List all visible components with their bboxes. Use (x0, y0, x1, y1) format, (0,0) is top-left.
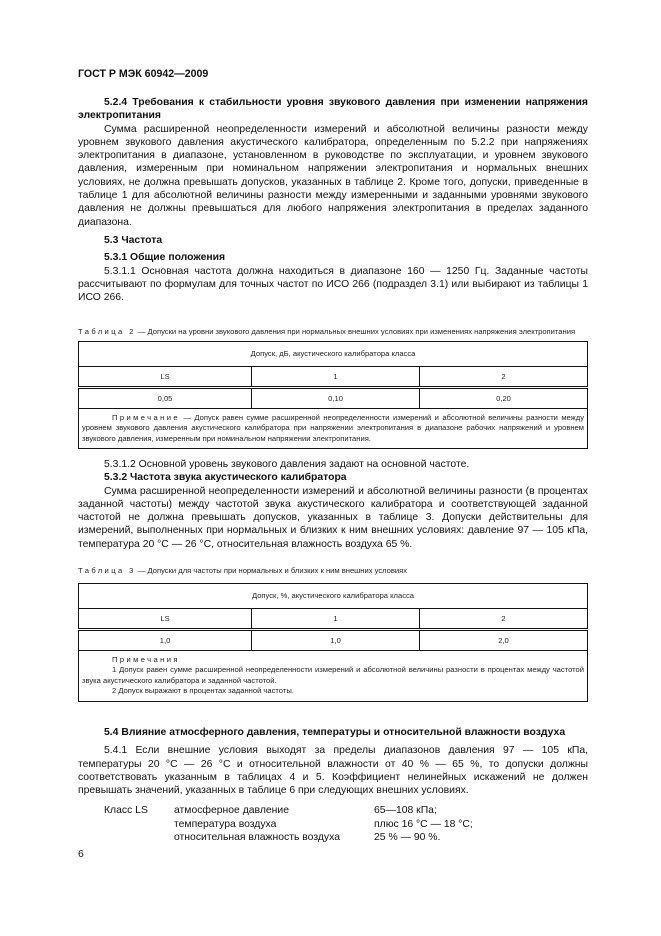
section-5-2-4 (78, 96, 588, 304)
table-caption-text: — Допуски для частоты при нормальных и близких к ним внешних условиях (135, 566, 408, 575)
condition-name: атмосферное давление (174, 805, 290, 817)
note-item: 1 Допуск равен сумме расширенной неопределенности измерений и абсолютной величины разности в процентах между частотой звука акустического калибратора и заданной частотой. (82, 665, 584, 685)
table-2-block (78, 327, 588, 449)
note-item: 2 Допуск выражают в процентах заданной частоты. (112, 686, 294, 696)
section-title: 5.4 Влияние атмосферного давления, температуры и относительной влажности воздуха (104, 727, 566, 738)
condition-value: 65—108 кПа; (374, 805, 437, 817)
condition-name: относительная влажность воздуха (174, 832, 340, 844)
table-cell: 1 (252, 608, 420, 629)
paragraph: Сумма расширенной неопределенности измерений и абсолютной величины разности (в процентах заданной частоты) между частотой звука акустического калибратора и соответствующей заданной частотой не должна превышать допусков, указанных в таблице 3. Допуски действительны для измерений, выполненных при нормальных и близких к ним внешних условиях: давление 97 — 105 кПа, температура 20 °С — 26 °С, относительная влажность воздуха 65 %. (78, 485, 588, 550)
table-caption (78, 327, 588, 338)
note-label: Примечание (112, 412, 180, 422)
table-cell: 1,0 (79, 629, 252, 650)
table-label: Таблица 2 (78, 327, 136, 336)
table-note (79, 408, 588, 449)
table-cell: 1 (252, 366, 420, 387)
class-label: Класс LS (104, 805, 148, 817)
table-cell: LS (79, 608, 252, 629)
paragraph: 5.3.1.2 Основной уровень звукового давления задают на основной частоте. (104, 459, 470, 470)
table-notes (79, 650, 588, 701)
section-title: 5.3.1 Общие положения (104, 252, 226, 264)
conditions-list (78, 804, 588, 844)
section-title: 5.2.4 Требования к стабильности уровня звукового давления при изменении напряжения электропитания (78, 97, 588, 122)
table-header: Допуск, %, акустического калибратора класса (79, 583, 588, 608)
section-5-4 (78, 726, 588, 844)
table-3 (78, 583, 588, 702)
table-2 (78, 341, 588, 450)
section-title: 5.3.2 Частота звука акустического калибратора (104, 472, 347, 484)
paragraph: Сумма расширенной неопределенности измерений и абсолютной величины разности между уровнем звукового давления акустического калибратора, определенным по 5.2.2 при напряжениях электропитания в диапазоне, установленном в руководстве по эксплуатации, и уровнем звукового давления, измеренным при номинальном напряжении электропитания и нормальных внешних условиях, не должна превышать допусков, указанных в таблице 2. Кроме того, допуски, приведенные в таблице 1 для абсолютной величины разности между измеренными и заданными уровнями звукового давления не должны превышаться для любого напряжения электропитания в пределах заданного диапазона. (78, 123, 588, 228)
table-caption (78, 566, 588, 577)
table-cell: 0,20 (420, 387, 588, 408)
condition-value: плюс 16 °С — 18 °С; (374, 818, 473, 830)
document-header: ГОСТ Р МЭК 60942—2009 (78, 68, 209, 80)
section-5-3-2 (78, 458, 588, 551)
notes-label: Примечания (112, 654, 180, 664)
note-text: — Допуск равен сумме расширенной неопределенности измерений и абсолютной величины разности между уровнем звукового давления акустического калибратора при напряжении электропитания в диапазоне рабочих напряжений и уровнем звукового давления, измеренным при номинальном напряжении электропитания. (82, 412, 584, 443)
table-cell: 1,0 (252, 629, 420, 650)
table-label: Таблица 3 (78, 566, 136, 575)
paragraph: 5.4.1 Если внешние условия выходят за пределы диапазонов давления 97 — 105 кПа, температуры 20 °С — 26 °С и относительной влажности от 40 % — 65 %, то допуски должны соответствовать указанным в таблицах 4 и 5. Коэффициент нелинейных искажений не должен превышать значений, указанных в таблице 6 при следующих внешних условиях. (78, 745, 588, 797)
table-cell: 0,10 (252, 387, 420, 408)
page-number: 6 (78, 849, 84, 860)
condition-name: температура воздуха (174, 818, 277, 830)
table-3-block (78, 566, 588, 702)
table-cell: 2 (420, 608, 588, 629)
table-caption-text: — Допуски на уровни звукового давления при нормальных внешних условиях при изменениях напряжения электропитания (135, 327, 576, 336)
table-cell: LS (79, 366, 252, 387)
condition-value: 25 % — 90 %. (374, 832, 441, 844)
paragraph: 5.3.1.1 Основная частота должна находиться в диапазоне 160 — 1250 Гц. Заданные частоты рассчитывают по формулам для точных частот по ИСО 266 (подраздел 3.1) или выбирают из таблицы 1 ИСО 266. (78, 265, 588, 304)
table-header: Допуск, дБ, акустического калибратора класса (79, 341, 588, 366)
table-cell: 2 (420, 366, 588, 387)
table-cell: 2,0 (420, 629, 588, 650)
running-header (78, 68, 588, 81)
footer (78, 848, 588, 861)
section-title: 5.3 Частота (104, 234, 163, 246)
table-cell: 0,05 (79, 387, 252, 408)
